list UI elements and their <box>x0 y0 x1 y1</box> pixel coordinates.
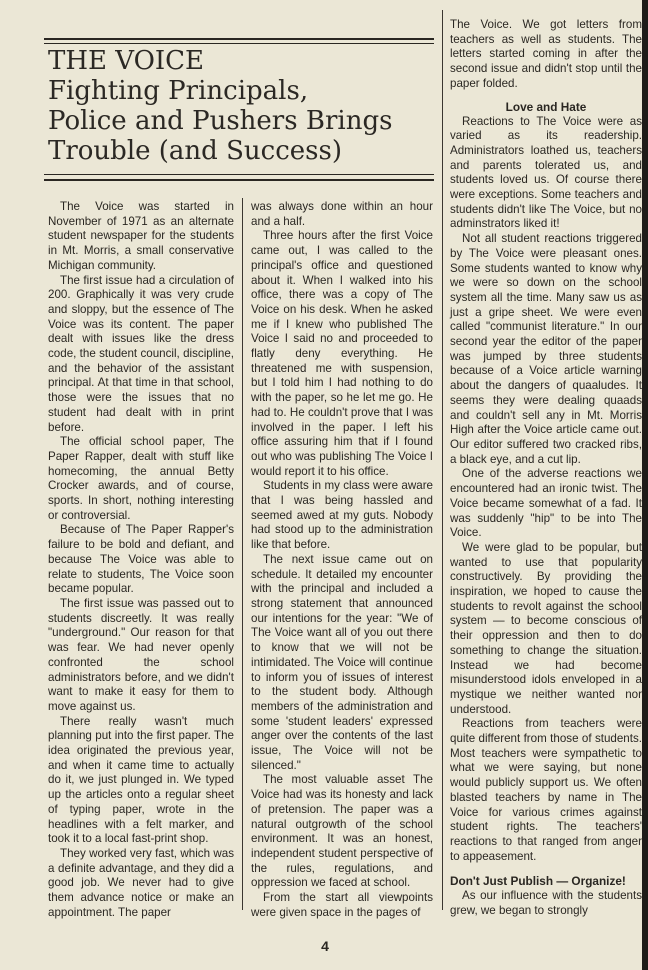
paragraph: The next issue came out on schedule. It detailed my encounter with the principal and included a strong statement that announced our intentions for the year: "We of The Voice want all of you out there to know that we will not be intimidated. The Voice will continue to inform you of issues of interest to the student body. Although members of the administration and some 'student leaders' expressed anger over the contents of the last issue, The Voice will not be silenced." <box>251 552 433 772</box>
top-rule-thin <box>44 43 434 44</box>
bottom-rule-thin <box>44 174 434 175</box>
headline-line-4: Trouble (and Success) <box>48 136 342 166</box>
paragraph: Reactions to The Voice were as varied as its readership. Administrators loathed us, teachers and parents tolerated us, and students loved us. Of course there were exceptions. Some teachers and students didn't like The Voice, but no adminstrators liked it! <box>450 114 642 231</box>
paragraph: Students in my class were aware that I was being hassled and seemed awed at my guts. Nobody had stood up to the administration like that before. <box>251 479 433 552</box>
article-column-1 <box>48 200 234 920</box>
paragraph: The Voice was started in November of 1971 as an alternate student newspaper for the students in Mt. Morris, a small conservative Michigan community. <box>48 200 234 272</box>
section-heading-love-and-hate: Love and Hate <box>505 99 587 114</box>
headline-line-3: Police and Pushers Brings <box>48 106 393 136</box>
headline <box>48 46 438 166</box>
paragraph: From the start all viewpoints were given space in the pages of <box>251 891 433 919</box>
column-divider <box>242 198 243 910</box>
bottom-rule <box>44 179 434 181</box>
paragraph: We were glad to be popular, but wanted to use that popularity constructively. By providing the inspiration, we hoped to cause the students to revolt against the school system — to become conscious of their oppression and then to do something to change the situation. Instead we had become misunderstood idols enveloped in a mystique we neither wanted nor understood. <box>450 540 642 716</box>
page-number: 4 <box>321 938 329 954</box>
paragraph: They worked very fast, which was a definite advantage, and they did a good job. We never had to give them advance notice or make an appointment. The paper <box>48 846 234 919</box>
paragraph: The first issue was passed out to students discreetly. It was really "underground." Our reason for that was fear. We had never openly confronted the school administrators before, and we didn't want to make it easy for them to move against us. <box>48 596 234 713</box>
headline-line-2: Fighting Principals, <box>48 76 309 106</box>
article-column-2 <box>251 200 433 920</box>
paragraph: Reactions from teachers were quite different from those of students. Most teachers were sympathetic to what we were saying, but none would publicly support us. We often blasted teachers by name in The Voice for various crimes against student rights. The teachers' reactions to that ranged from anger to appeasement. <box>450 717 642 863</box>
headline-line-1: THE VOICE <box>48 46 205 76</box>
paragraph: As our influence with the students grew, we began to strongly <box>450 889 642 918</box>
section-heading-organize: Don't Just Publish — Organize! <box>450 874 626 889</box>
top-rule <box>44 38 434 40</box>
column-divider <box>442 10 443 910</box>
paragraph: One of the adverse reactions we encountered had an ironic twist. The Voice became somewhat of a fad. It was suddenly "hip" to be into The Voice. <box>450 467 642 540</box>
paragraph-continuation: was always done within an hour and a half. <box>251 200 433 228</box>
paragraph: Because of The Paper Rapper's failure to be bold and defiant, and because The Voice was able to relate to students, The Voice soon became popular. <box>48 523 234 596</box>
paragraph: There really wasn't much planning put into the first paper. The idea originated the previous year, and when it came time to actually do it, we just plunged in. We typed up the articles onto a regular sheet of typing paper, wrote in the headlines with a felt marker, and took it to a local fast-print shop. <box>48 714 234 846</box>
paragraph-continuation: The Voice. We got letters from teachers as well as students. The letters started coming in after the second issue and didn't stop until the paper folded. <box>450 18 642 90</box>
paragraph: Three hours after the first Voice came out, I was called to the principal's office and questioned about it. When I walked into his office, there was a copy of The Voice on his desk. When he asked me if I knew who published The Voice I said no and proceeded to flatly deny everything. He threatened me with suspension, but I told him I had nothing to do with the paper, so he let me go. He had to. He couldn't prove that I was involved in the paper. I left his office assuring him that if I found out who was publishing The Voice I would report it to his office. <box>251 229 433 478</box>
paragraph: The official school paper, The Paper Rapper, dealt with stuff like homecoming, the annual Betty Crocker awards, and of course, sports. In short, nothing interesting or controversial. <box>48 435 234 522</box>
paragraph: Not all student reactions triggered by The Voice were pleasant ones. Some students wanted to know why we were so down on the school system all the time. Many saw us as just a gripe sheet. We were even called "communist literature." In our second year the editor of the paper was jumped by three students because of a Voice article warning about the dangers of quaaludes. It seems they were dealing quaads and couldn't sell any in Mt. Morris High after the Voice article came out. Our editor suffered two cracked ribs, a black eye, and a cut lip. <box>450 232 642 466</box>
paragraph: The most valuable asset The Voice had was its honesty and lack of pretension. The paper was a natural outgrowth of the school environment. It was an honest, independent student perspective of the rules, regulations, and oppression we faced at school. <box>251 773 433 890</box>
article-column-3 <box>450 18 642 919</box>
paragraph: The first issue had a circulation of 200. Graphically it was very crude and sloppy, but the essence of The Voice was its content. The paper dealt with issues like the dress code, the student council, discipline, and the behavior of the assistant principal. At that time in that school, those were the issues that no student had dealt with in print before. <box>48 273 234 434</box>
page-edge-shadow <box>642 0 648 970</box>
